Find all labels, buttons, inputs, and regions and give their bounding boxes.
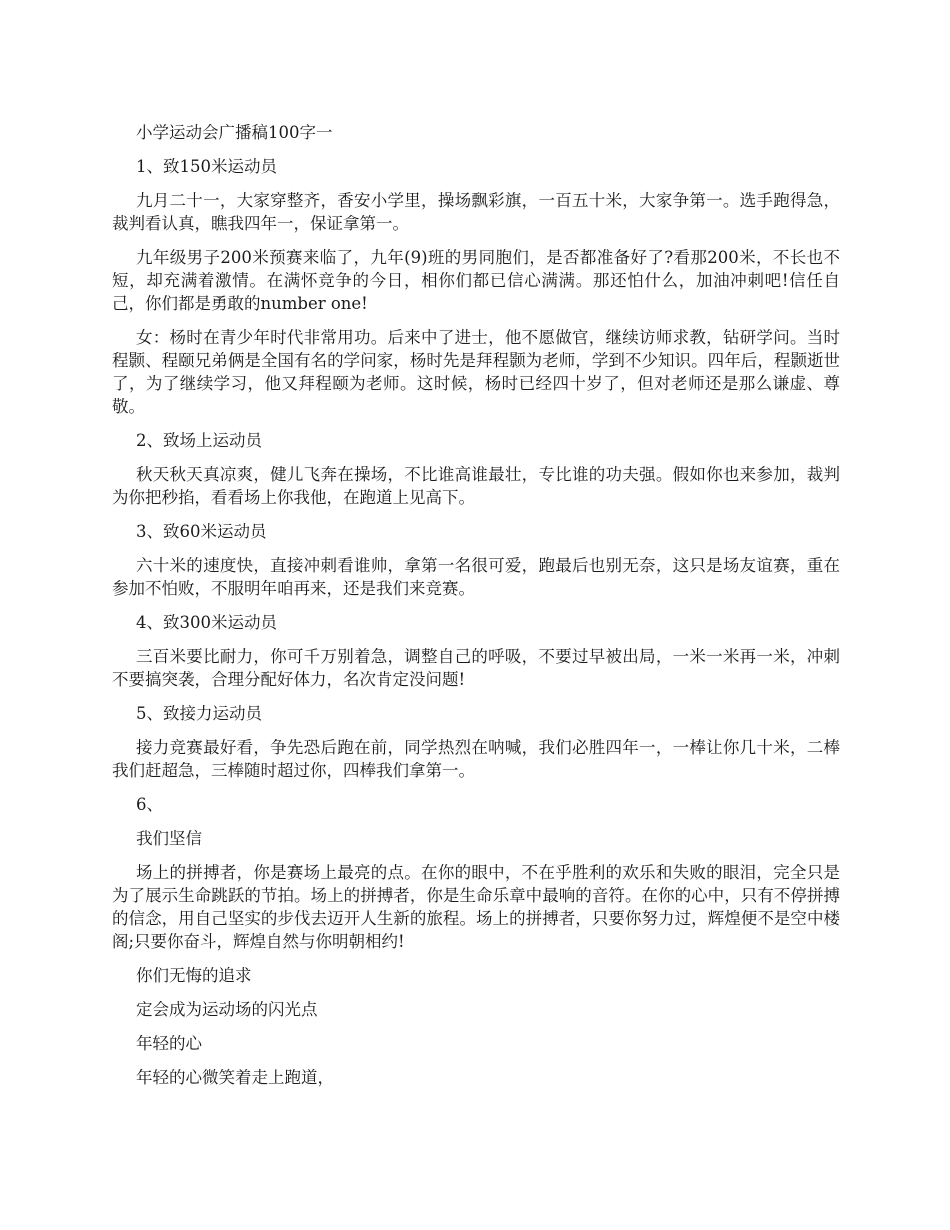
paragraph: 秋天秋天真凉爽，健儿飞奔在操场，不比谁高谁最壮，专比谁的功夫强。假如你也来参加，裁判为你把秒掐，看看场上你我他，在跑道上见高下。 [112,465,840,507]
paragraph: 年轻的心微笑着走上跑道， [136,1068,334,1087]
section-heading-field: 2、致场上运动员 [136,431,262,450]
paragraph: 九年级男子200米预赛来临了，九年(9)班的男同胞们，是否都准备好了?看那200米，不长也不短，却充满着激情。在满怀竞争的今日，相你们都已信心满满。那还怕什么，加油冲刺吧!信任自己，你们都是勇敢的number one! [112,248,840,313]
section-heading-150m: 1、致150米运动员 [136,157,277,176]
paragraph: 三百米要比耐力，你可千万别着急，调整自己的呼吸，不要过早被出局，一米一米再一米，冲刺不要搞突袭，合理分配好体力，名次肯定没问题! [112,647,840,689]
paragraph: 接力竞赛最好看，争先恐后跑在前，同学热烈在呐喊，我们必胜四年一，一棒让你几十米，二棒我们赶超急，三棒随时超过你，四棒我们拿第一。 [112,738,840,780]
paragraph: 场上的拼搏者，你是赛场上最亮的点。在你的眼中，不在乎胜利的欢乐和失败的眼泪，完全只是为了展示生命跳跃的节拍。场上的拼搏者，你是生命乐章中最响的音符。在你的心中，只有不停拼搏的信念，用自己坚实的步伐去迈开人生新的旅程。场上的拼搏者，只要你努力过，辉煌便不是空中楼阁;只要你奋斗，辉煌自然与你明朝相约! [112,863,840,951]
section-heading-6: 6、 [136,795,163,814]
document-body [112,121,840,1100]
section-heading-relay: 5、致接力运动员 [136,704,262,723]
paragraph: 九月二十一，大家穿整齐，香安小学里，操场飘彩旗，一百五十米，大家争第一。选手跑得急，裁判看认真，瞧我四年一，保证拿第一。 [112,191,840,233]
section-heading-300m: 4、致300米运动员 [136,613,277,632]
document-title: 小学运动会广播稿100字一 [136,123,333,142]
paragraph: 年轻的心 [136,1034,202,1053]
paragraph: 六十米的速度快，直接冲刺看谁帅，拿第一名很可爱，跑最后也别无奈，这只是场友谊赛，重在参加不怕败，不服明年咱再来，还是我们来竞赛。 [112,556,840,598]
paragraph: 我们坚信 [136,829,202,848]
paragraph: 你们无悔的追求 [136,966,252,985]
paragraph: 女：杨时在青少年时代非常用功。后来中了进士，他不愿做官，继续访师求教，钻研学问。当时程颢、程颐兄弟俩是全国有名的学问家，杨时先是拜程颢为老师，学到不少知识。四年后，程颢逝世了，为了继续学习，他又拜程颐为老师。这时候，杨时已经四十岁了，但对老师还是那么谦虚、尊敬。 [112,328,840,416]
paragraph: 定会成为运动场的闪光点 [136,1000,318,1019]
section-heading-60m: 3、致60米运动员 [136,522,267,541]
